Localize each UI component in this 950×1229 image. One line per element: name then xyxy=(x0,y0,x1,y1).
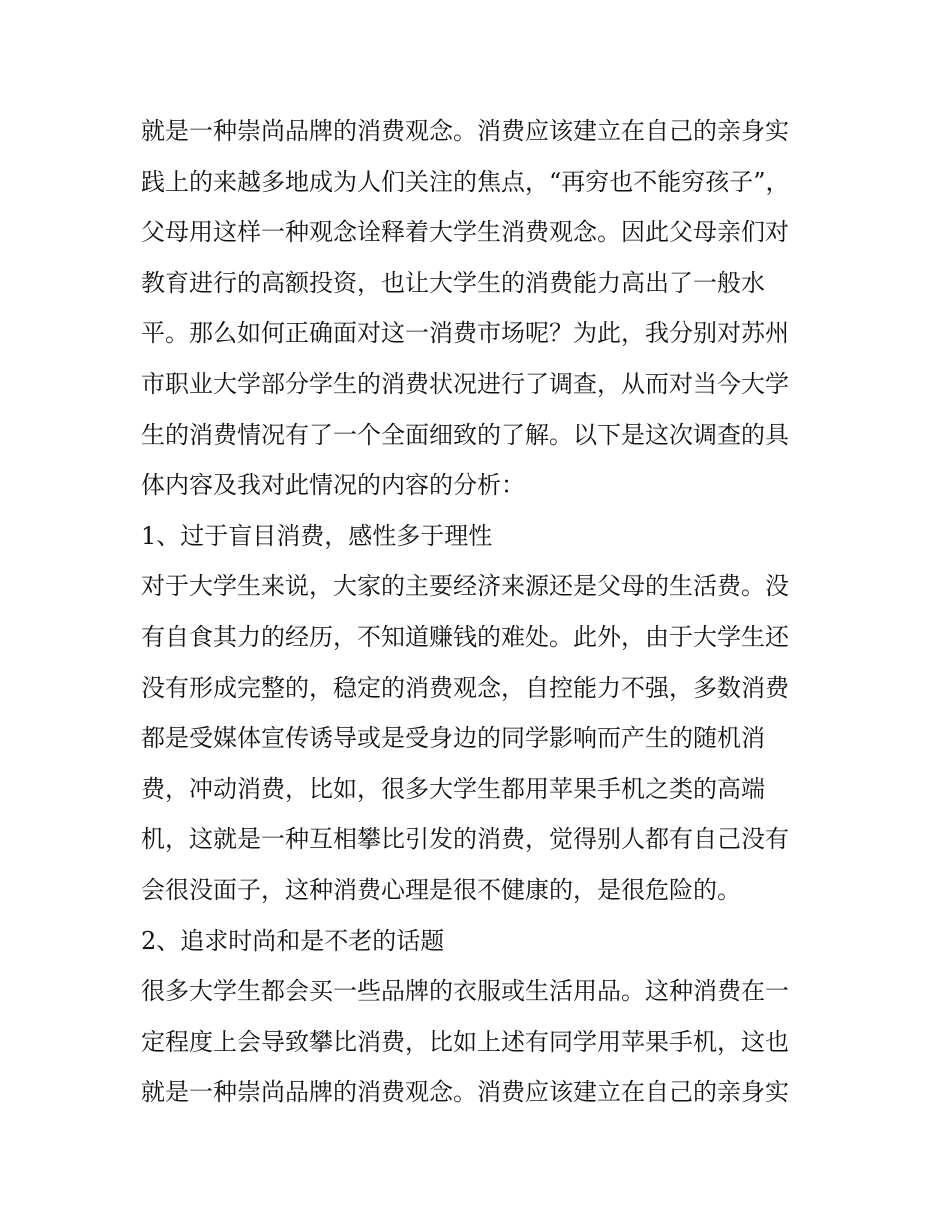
text-line: 平。那么如何正确面对这一消费市场呢？为此，我分别对苏州 xyxy=(141,319,789,348)
text-line: 体内容及我对此情况的内容的分析： xyxy=(141,471,525,500)
text-line: 生的消费情况有了一个全面细致的了解。以下是这次调查的具 xyxy=(141,420,789,449)
text-line: 定程度上会导致攀比消费，比如上述有同学用苹果手机，这也 xyxy=(141,1027,789,1056)
text-line: 机，这就是一种互相攀比引发的消费，觉得别人都有自己没有 xyxy=(141,825,789,854)
text-line: 父母用这样一种观念诠释着大学生消费观念。因此父母亲们对 xyxy=(141,218,789,247)
section-heading-1: 1、过于盲目消费，感性多于理性 xyxy=(141,521,493,550)
text-line: 践上的来越多地成为人们关注的焦点，“再穷也不能穷孩子”， xyxy=(141,167,790,196)
text-line: 没有形成完整的，稳定的消费观念，自控能力不强，多数消费 xyxy=(141,673,789,702)
text-line: 就是一种崇尚品牌的消费观念。消费应该建立在自己的亲身实 xyxy=(141,1078,789,1107)
text-line: 都是受媒体宣传诱导或是受身边的同学影响而产生的随机消 xyxy=(141,724,765,753)
text-line: 市职业大学部分学生的消费状况进行了调查，从而对当今大学 xyxy=(141,369,789,398)
text-line: 对于大学生来说，大家的主要经济来源还是父母的生活费。没 xyxy=(141,572,789,601)
document-body xyxy=(141,106,821,1118)
text-line: 会很没面子，这种消费心理是很不健康的，是很危险的。 xyxy=(141,875,741,904)
text-line: 费，冲动消费，比如，很多大学生都用苹果手机之类的高端 xyxy=(141,774,765,803)
text-line: 就是一种崇尚品牌的消费观念。消费应该建立在自己的亲身实 xyxy=(141,117,789,145)
text-line: 教育进行的高额投资，也让大学生的消费能力高出了一般水 xyxy=(141,268,765,297)
text-line: 很多大学生都会买一些品牌的衣服或生活用品。这种消费在一 xyxy=(141,977,789,1006)
section-heading-2: 2、追求时尚和是不老的话题 xyxy=(141,926,445,955)
text-line: 有自食其力的经历，不知道赚钱的难处。此外，由于大学生还 xyxy=(141,622,789,651)
